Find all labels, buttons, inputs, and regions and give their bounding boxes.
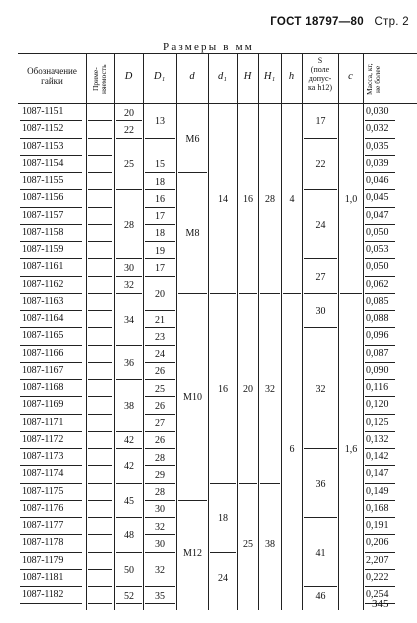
d1-value: 24: [218, 573, 228, 585]
S-value: 27: [315, 271, 326, 283]
row-underline: [20, 483, 82, 484]
D1-value: 17: [155, 211, 165, 223]
D1-value: 20: [155, 288, 165, 300]
mass-underline: [365, 224, 395, 225]
D-value: 28: [124, 219, 134, 231]
row-underline: [20, 327, 82, 328]
mass-underline: [365, 396, 395, 397]
header-S: S (поле допус- ка h12): [308, 56, 332, 92]
row-underline: [20, 207, 82, 208]
row-underline: [20, 189, 82, 190]
application-blank: [88, 120, 112, 121]
H-value: 20: [243, 383, 253, 395]
designation-cell: 1087-1166: [22, 347, 64, 359]
mass-underline: [365, 293, 395, 294]
mass-cell: 0,096: [366, 330, 389, 342]
mass-cell: 0,032: [366, 123, 389, 135]
table-caption: Размеры в мм: [163, 41, 254, 53]
row-underline: [20, 569, 82, 570]
mass-cell: 0,062: [366, 278, 389, 290]
cell-divider: [145, 276, 175, 277]
cell-divider: [145, 414, 175, 415]
designation-cell: 1087-1163: [22, 295, 64, 307]
mass-underline: [365, 310, 395, 311]
designation-cell: 1087-1175: [22, 485, 64, 497]
H1-value: 32: [265, 383, 275, 395]
cell-divider: [304, 258, 337, 259]
cell-divider: [145, 172, 175, 173]
D1-value: 32: [155, 564, 165, 576]
d-value: M6: [185, 133, 200, 145]
D1-value: 24: [155, 349, 165, 361]
mass-cell: 0,030: [366, 106, 389, 117]
designation-cell: 1087-1157: [22, 209, 64, 221]
D1-value: 30: [155, 538, 165, 550]
designation-cell: 1087-1162: [22, 278, 64, 290]
row-underline: [20, 414, 82, 415]
row-underline: [20, 500, 82, 501]
D-value: 48: [124, 530, 134, 542]
mass-cell: 0,050: [366, 261, 389, 273]
application-blank: [88, 189, 112, 190]
cell-divider: [260, 293, 280, 294]
cell-divider: [145, 603, 175, 604]
D1-value: 29: [155, 469, 165, 481]
application-blank: [88, 224, 112, 225]
mass-cell: 0,254: [366, 589, 389, 600]
mass-underline: [365, 552, 395, 553]
row-underline: [20, 448, 82, 449]
designation-cell: 1087-1159: [22, 244, 64, 255]
D-value: 25: [124, 159, 134, 171]
mass-underline: [365, 241, 395, 242]
header-d: d: [189, 71, 195, 82]
designation-cell: 1087-1164: [22, 313, 64, 324]
application-blank: [88, 241, 112, 242]
cell-divider: [116, 138, 142, 139]
page-number: 345: [372, 598, 389, 610]
D-value: 22: [124, 124, 134, 136]
mass-cell: 0,085: [366, 295, 389, 307]
cell-divider: [304, 327, 337, 328]
cell-divider: [210, 483, 236, 484]
mass-underline: [365, 276, 395, 277]
S-value: 32: [315, 383, 326, 395]
header-d1: d₁: [218, 71, 227, 82]
S-value: 30: [315, 306, 326, 317]
mass-cell: 0,168: [366, 502, 389, 514]
h-value: 4: [289, 193, 295, 205]
H1-value: 28: [265, 193, 275, 205]
designation-cell: 1087-1167: [22, 364, 64, 376]
row-underline: [20, 241, 82, 242]
D-value: 42: [124, 435, 134, 447]
D1-value: 35: [155, 590, 165, 602]
row-underline: [20, 120, 82, 121]
cell-divider: [239, 293, 257, 294]
application-blank: [88, 138, 112, 139]
cell-divider: [145, 345, 175, 346]
row-underline: [20, 396, 82, 397]
application-blank: [88, 517, 112, 518]
cell-divider: [145, 258, 175, 259]
row-underline: [20, 465, 82, 466]
mass-underline: [365, 483, 395, 484]
D-value: 38: [124, 400, 134, 412]
cell-divider: [116, 293, 142, 294]
mass-underline: [365, 431, 395, 432]
cell-divider: [304, 517, 337, 518]
cell-divider: [178, 500, 207, 501]
designation-cell: 1087-1156: [22, 192, 64, 204]
cell-divider: [116, 189, 142, 190]
mass-cell: 0,045: [366, 192, 389, 204]
header-H: H: [243, 71, 252, 82]
application-blank: [88, 500, 112, 501]
D-value: 30: [124, 262, 134, 274]
cell-divider: [145, 448, 175, 449]
mass-underline: [365, 586, 395, 587]
row-underline: [20, 345, 82, 346]
designation-cell: 1087-1171: [22, 416, 64, 428]
application-blank: [88, 172, 112, 173]
D1-value: 19: [155, 245, 165, 257]
cell-divider: [304, 293, 337, 294]
designation-cell: 1087-1168: [22, 382, 64, 393]
d1-value: 14: [218, 193, 228, 205]
cell-divider: [304, 448, 337, 449]
cell-divider: [145, 534, 175, 535]
D-value: 42: [124, 461, 134, 473]
S-value: 17: [315, 116, 326, 128]
cell-divider: [116, 552, 142, 553]
header-mass: Масса, кг, не более: [365, 63, 382, 95]
designation-cell: 1087-1176: [22, 502, 64, 514]
mass-cell: 0,090: [366, 364, 389, 376]
D-value: 50: [124, 564, 134, 576]
mass-cell: 0,050: [366, 226, 389, 238]
cell-divider: [239, 483, 257, 484]
application-blank: [88, 327, 112, 328]
application-blank: [88, 448, 112, 449]
D1-value: 15: [155, 159, 165, 171]
cell-divider: [145, 362, 175, 363]
D1-value: 32: [155, 521, 165, 533]
mass-cell: 0,132: [366, 433, 389, 445]
designation-cell: 1087-1174: [22, 468, 64, 480]
column-divider: [302, 53, 303, 610]
application-blank: [88, 293, 112, 294]
mass-cell: 0,047: [366, 209, 389, 221]
mass-underline: [365, 414, 395, 415]
column-divider: [281, 53, 282, 610]
cell-divider: [145, 483, 175, 484]
mass-cell: 0,088: [366, 313, 389, 324]
header-designation: Обозначение гайки: [27, 66, 77, 86]
row-underline: [20, 603, 82, 604]
application-blank: [88, 603, 112, 604]
cell-divider: [145, 379, 175, 380]
cell-divider: [145, 189, 175, 190]
application-blank: [88, 396, 112, 397]
row-underline: [20, 138, 82, 139]
D1-value: 18: [155, 228, 165, 240]
row-underline: [20, 224, 82, 225]
mass-cell: 0,222: [366, 571, 389, 583]
header-D1: D₁: [153, 71, 166, 82]
application-blank: [88, 586, 112, 587]
row-underline: [20, 552, 82, 553]
cell-divider: [145, 552, 175, 553]
mass-cell: 0,046: [366, 175, 389, 186]
cell-divider: [116, 603, 142, 604]
mass-cell: 0,087: [366, 347, 389, 359]
cell-divider: [340, 293, 362, 294]
row-underline: [20, 172, 82, 173]
D-value: 32: [124, 280, 134, 292]
D1-value: 13: [155, 116, 165, 128]
mass-underline: [365, 189, 395, 190]
column-divider: [237, 53, 238, 610]
mass-cell: 0,142: [366, 451, 389, 462]
application-blank: [88, 155, 112, 156]
c-value: 1,6: [344, 444, 358, 455]
mass-cell: 0,035: [366, 140, 389, 152]
cell-divider: [210, 293, 236, 294]
application-blank: [88, 310, 112, 311]
D-value: 45: [124, 495, 134, 507]
row-underline: [20, 155, 82, 156]
D1-value: 28: [155, 452, 165, 464]
designation-cell: 1087-1154: [22, 157, 64, 169]
row-underline: [20, 310, 82, 311]
row-underline: [20, 276, 82, 277]
application-blank: [88, 276, 112, 277]
header-bottom-rule: [18, 103, 417, 104]
D-value: 36: [124, 357, 134, 369]
mass-underline: [365, 207, 395, 208]
cell-divider: [145, 138, 175, 139]
column-divider: [208, 53, 209, 610]
designation-cell: 1087-1172: [22, 433, 64, 445]
d1-value: 18: [218, 513, 228, 524]
row-underline: [20, 534, 82, 535]
mass-cell: 0,120: [366, 399, 389, 411]
mass-cell: 0,191: [366, 520, 389, 531]
mass-cell: 0,149: [366, 485, 389, 497]
mass-underline: [365, 569, 395, 570]
designation-cell: 1087-1161: [22, 261, 64, 273]
cell-divider: [116, 517, 142, 518]
column-divider: [338, 53, 339, 610]
D1-value: 16: [155, 193, 165, 205]
mass-underline: [365, 500, 395, 501]
cell-divider: [178, 172, 207, 173]
D1-value: 26: [155, 400, 165, 412]
application-blank: [88, 379, 112, 380]
D-value: 52: [124, 590, 134, 602]
d-value: M10: [183, 392, 202, 404]
application-blank: [88, 534, 112, 535]
cell-divider: [116, 483, 142, 484]
row-underline: [20, 258, 82, 259]
row-underline: [20, 293, 82, 294]
D1-value: 23: [155, 331, 165, 343]
cell-divider: [145, 431, 175, 432]
cell-divider: [210, 552, 236, 553]
cell-divider: [116, 448, 142, 449]
application-blank: [88, 552, 112, 553]
column-divider: [258, 53, 259, 610]
mass-cell: 0,206: [366, 537, 389, 549]
header-h: h: [288, 71, 295, 82]
designation-cell: 1087-1178: [22, 537, 64, 549]
row-underline: [20, 379, 82, 380]
cell-divider: [145, 396, 175, 397]
cell-divider: [116, 379, 142, 380]
header-H1: H₁: [263, 71, 276, 82]
cell-divider: [283, 293, 301, 294]
cell-divider: [304, 138, 337, 139]
mass-underline: [365, 517, 395, 518]
D1-value: 26: [155, 366, 165, 378]
column-divider: [86, 53, 87, 610]
mass-underline: [365, 448, 395, 449]
row-underline: [20, 586, 82, 587]
D1-value: 27: [155, 418, 165, 430]
cell-divider: [178, 293, 207, 294]
mass-underline: [365, 362, 395, 363]
cell-divider: [145, 241, 175, 242]
H-value: 16: [243, 193, 253, 205]
column-divider: [363, 53, 364, 610]
designation-cell: 1087-1179: [22, 554, 64, 566]
designation-cell: 1087-1182: [22, 589, 64, 600]
header-application: Приме- няемость: [91, 64, 108, 94]
d-value: M8: [185, 228, 200, 240]
D1-value: 30: [155, 504, 165, 516]
cell-divider: [116, 586, 142, 587]
D1-value: 28: [155, 487, 165, 499]
cell-divider: [145, 310, 175, 311]
d-value: M12: [183, 547, 202, 559]
designation-cell: 1087-1155: [22, 175, 64, 186]
cell-divider: [145, 517, 175, 518]
cell-divider: [116, 345, 142, 346]
designation-cell: 1087-1151: [22, 106, 64, 117]
column-divider: [114, 53, 115, 610]
D-value: 34: [124, 314, 134, 326]
application-blank: [88, 414, 112, 415]
cell-divider: [116, 431, 142, 432]
S-value: 46: [315, 590, 326, 602]
mass-underline: [365, 345, 395, 346]
application-blank: [88, 207, 112, 208]
mass-underline: [365, 327, 395, 328]
cell-divider: [116, 258, 142, 259]
mass-cell: 0,116: [366, 382, 389, 393]
header-D: D: [124, 71, 133, 82]
D1-value: 25: [155, 383, 165, 395]
c-value: 1,0: [344, 193, 358, 205]
page-label: Стр. 2: [374, 16, 409, 28]
cell-divider: [145, 465, 175, 466]
mass-underline: [365, 120, 395, 121]
cell-divider: [116, 120, 142, 121]
mass-underline: [365, 138, 395, 139]
S-value: 24: [315, 219, 326, 231]
header-c: c: [348, 71, 353, 82]
mass-underline: [365, 172, 395, 173]
standard-number: ГОСТ 18797—80: [270, 16, 364, 28]
cell-divider: [145, 224, 175, 225]
mass-cell: 0,039: [366, 157, 389, 169]
page-header: [270, 16, 409, 28]
designation-cell: 1087-1165: [22, 330, 64, 342]
cell-divider: [145, 586, 175, 587]
cell-divider: [304, 586, 337, 587]
H1-value: 38: [265, 538, 275, 550]
S-value: 41: [315, 547, 326, 559]
cell-divider: [260, 483, 280, 484]
mass-underline: [365, 379, 395, 380]
application-blank: [88, 569, 112, 570]
mass-cell: 0,147: [366, 468, 389, 480]
designation-cell: 1087-1152: [22, 123, 64, 135]
d1-value: 16: [218, 383, 228, 395]
D1-value: 17: [155, 262, 165, 274]
mass-cell: 2,207: [366, 554, 389, 566]
mass-cell: 0,125: [366, 416, 389, 428]
mass-underline: [365, 155, 395, 156]
h-value: 6: [289, 444, 295, 455]
application-blank: [88, 483, 112, 484]
designation-cell: 1087-1158: [22, 226, 64, 238]
H-value: 25: [243, 538, 253, 550]
application-blank: [88, 362, 112, 363]
cell-divider: [145, 207, 175, 208]
cell-divider: [116, 276, 142, 277]
row-underline: [20, 517, 82, 518]
D1-value: 26: [155, 435, 165, 447]
mass-underline: [365, 258, 395, 259]
mass-underline: [365, 465, 395, 466]
row-underline: [20, 431, 82, 432]
row-underline: [20, 362, 82, 363]
designation-cell: 1087-1153: [22, 140, 64, 152]
application-blank: [88, 465, 112, 466]
cell-divider: [145, 327, 175, 328]
mass-cell: 0,053: [366, 244, 389, 255]
application-blank: [88, 345, 112, 346]
D1-value: 18: [155, 176, 165, 188]
designation-cell: 1087-1169: [22, 399, 64, 411]
cell-divider: [145, 500, 175, 501]
mass-underline: [365, 534, 395, 535]
D-value: 20: [124, 107, 134, 119]
application-blank: [88, 258, 112, 259]
table-top-rule: [18, 53, 417, 54]
S-value: 22: [315, 159, 326, 171]
D1-value: 21: [155, 314, 165, 326]
designation-cell: 1087-1177: [22, 520, 64, 531]
cell-divider: [304, 189, 337, 190]
designation-cell: 1087-1173: [22, 451, 64, 462]
application-blank: [88, 431, 112, 432]
designation-cell: 1087-1181: [22, 571, 64, 583]
S-value: 36: [315, 478, 326, 490]
